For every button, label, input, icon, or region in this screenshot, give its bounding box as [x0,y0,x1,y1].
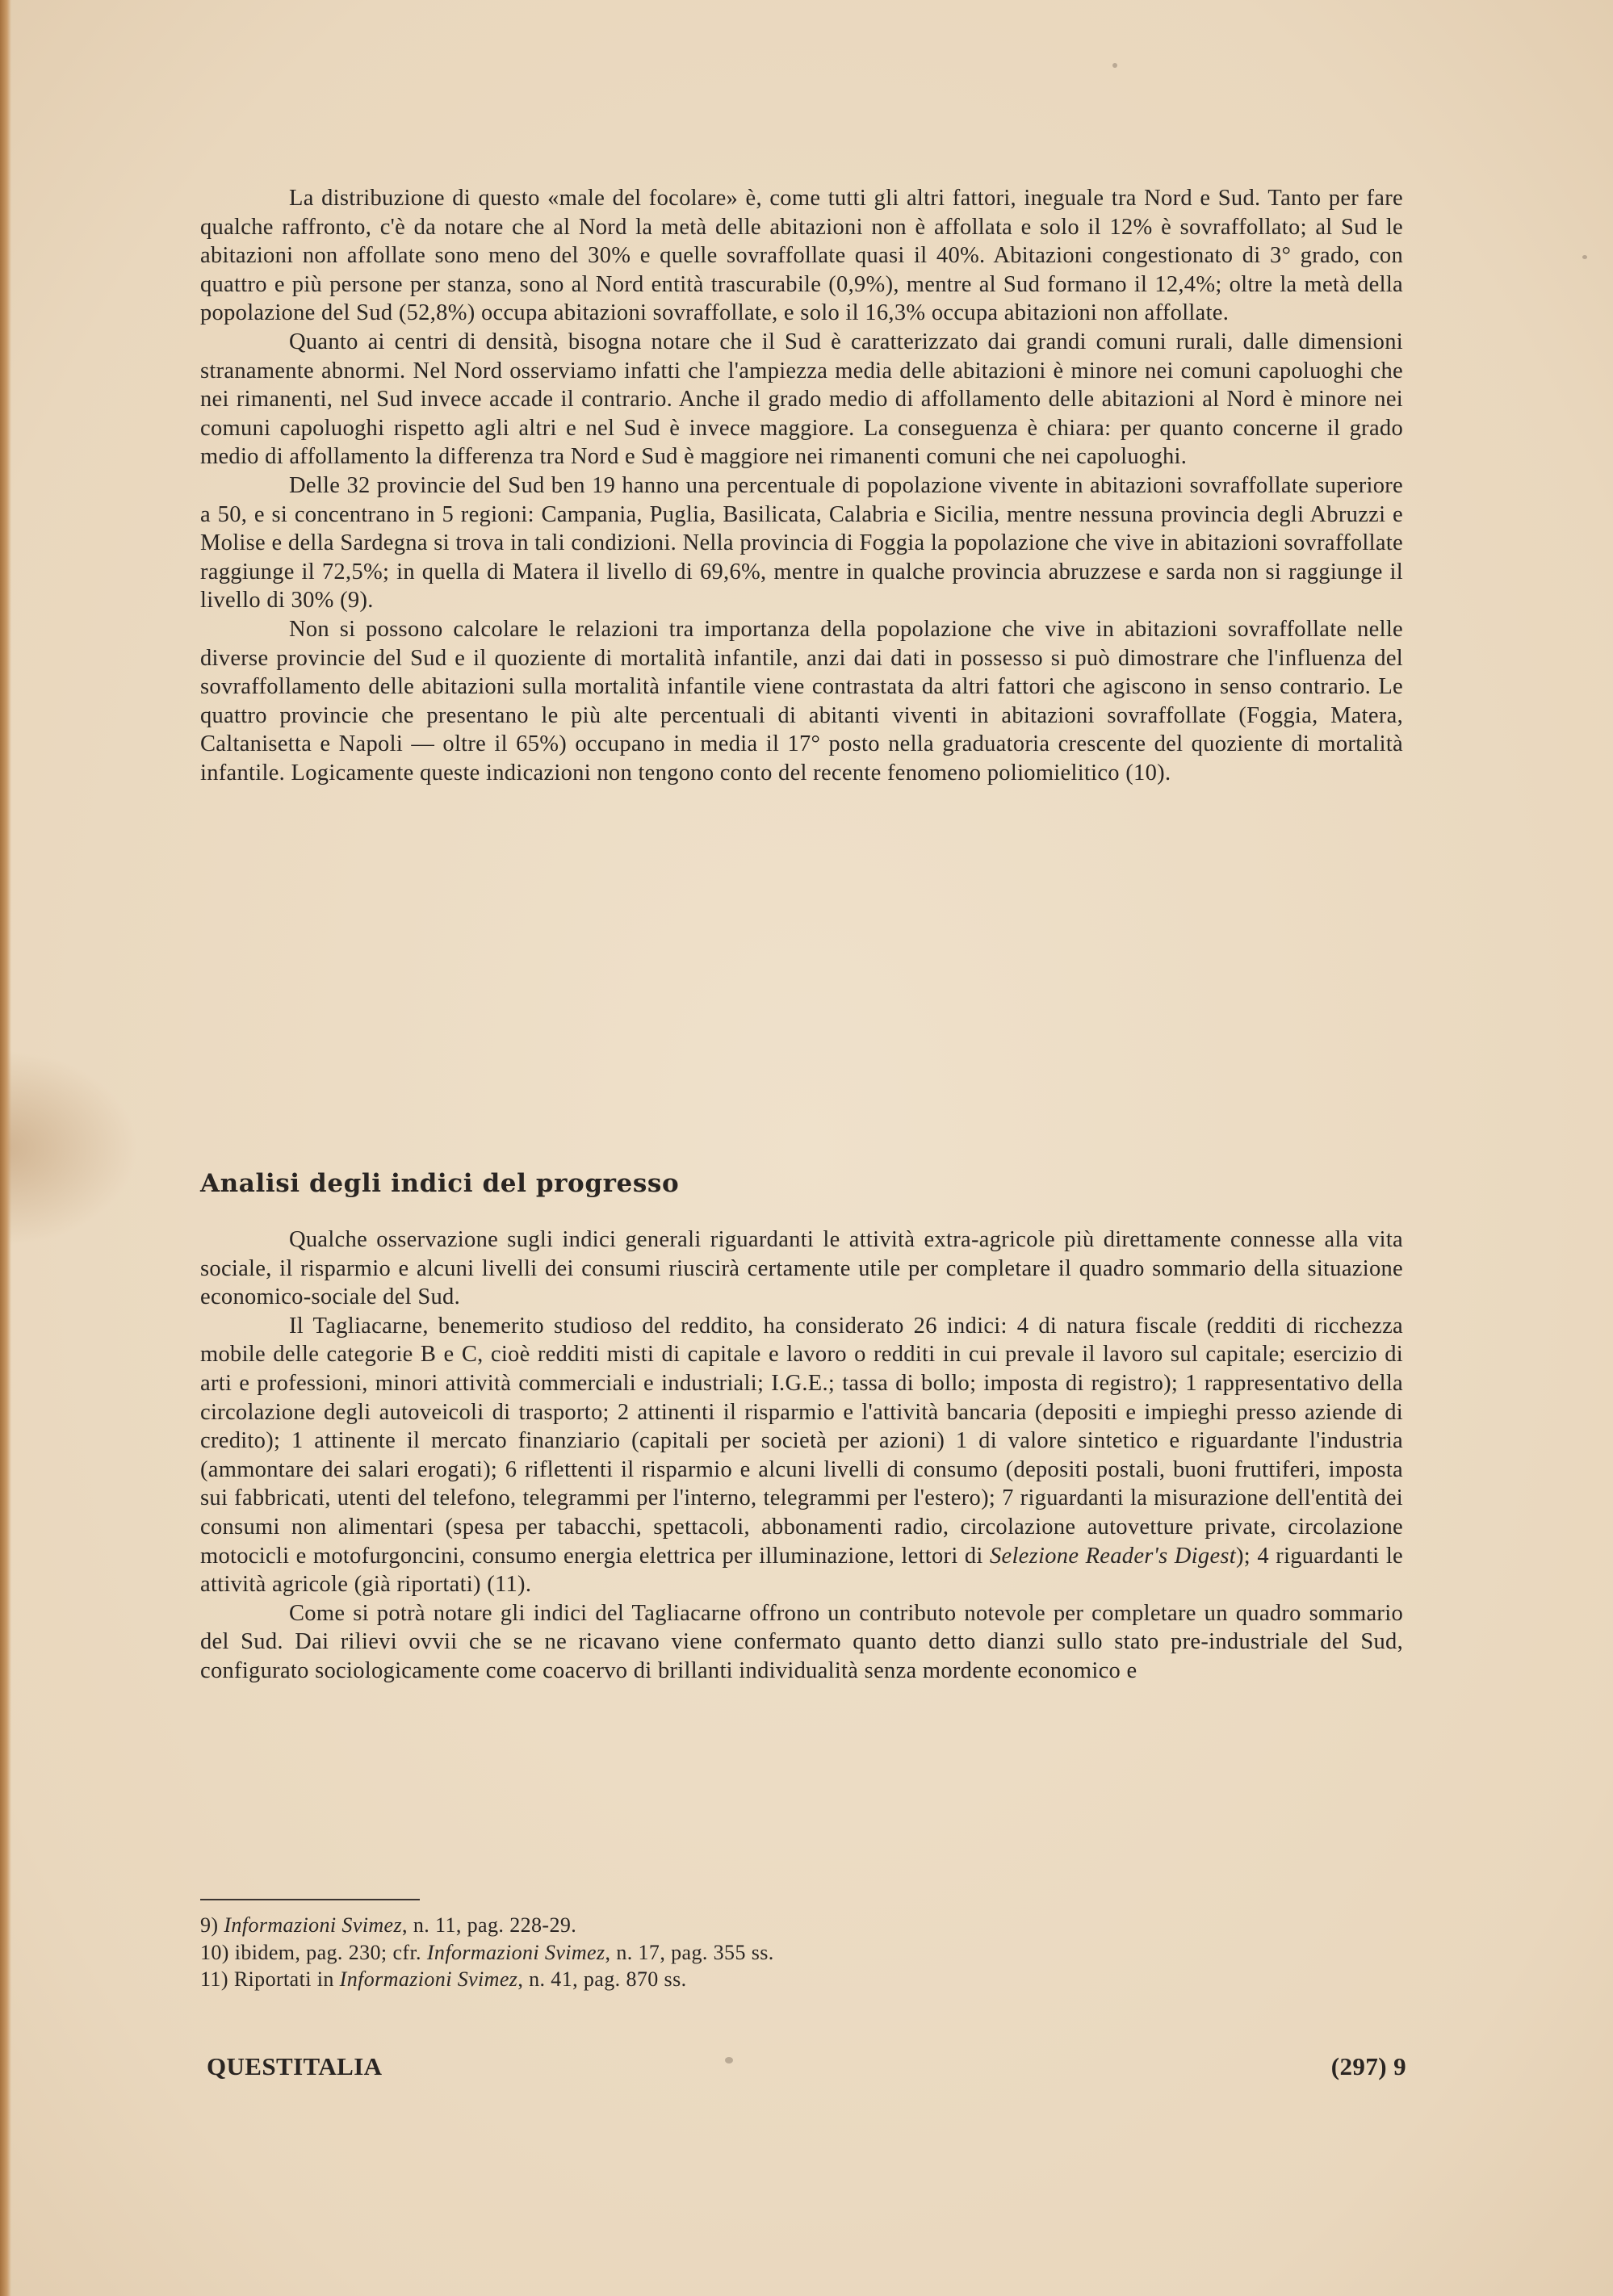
paragraph [200,1312,1403,1599]
paragraph: Non si possono calcolare le relazioni tra importanza della popolazione che vive in abitazioni sovraffollate nelle diverse provincie del Sud e il quoziente di mortalità infantile, anzi dai dati in possesso si può dimostrare che l'influenza del sovraffollamento delle abitazioni sulla mortalità infantile viene contrastata da altri fattori che agiscono in senso contrario. Le quattro provincie che presentano le più alte percentuali di abitanti viventi in abitazioni sovraffollate (Foggia, Matera, Caltanisetta e Napoli — oltre il 65%) occupano in media il 17° posto nella graduatoria crescente del quoziente di mortalità infantile. Logicamente queste indicazioni non tengono conto del recente fenomeno poliomielitico (10). [200,616,1403,786]
paper-speck [725,2057,733,2063]
paragraph: Come si potrà notare gli indici del Tagliacarne offrono un contributo notevole per completare un quadro sommario del Sud. Dai rilievi ovvii che se ne ricavano viene confermato quanto detto dianzi sullo stato pre-industriale del Sud, configurato sociologicamente come coacervo di brillanti individualità senza mordente economico e [200,1600,1403,1683]
footnotes [200,1912,1008,1993]
footnote [200,1966,1008,1993]
footnote-text: , n. 17, pag. 355 ss. [605,1940,774,1964]
footnote-source: Informazioni Svimez [426,1940,605,1964]
section-heading: Analisi degli indici del progresso [200,1169,680,1198]
footnote [200,1939,1008,1967]
paragraph-text: ); 4 riguardanti le attività agricole (già riportati) (11). [200,1543,1404,1598]
footnote-number: 9) [200,1913,219,1937]
footnote-text: , n. 41, pag. 870 ss. [517,1967,687,1991]
page-number: (297) 9 [1330,2052,1406,2080]
footnote [200,1912,1008,1939]
journal-name: QUESTITALIA [207,2052,383,2080]
footnote-text: , n. 11, pag. 228-29. [402,1913,577,1937]
footnote-number: 11) [200,1967,228,1991]
footnote-rule [200,1899,420,1900]
footnote-number: 10) [200,1940,229,1964]
body-section-2 [200,1226,1403,1686]
page-footer [207,2052,1406,2081]
paper-speck [1582,255,1587,259]
paragraph: Delle 32 provincie del Sud ben 19 hanno una percentuale di popolazione vivente in abitazioni sovraffollate superiore a 50, e si concentrano in 5 regioni: Campania, Puglia, Basilicata, Calabria e Sicilia, mentre nessuna provincia degli Abruzzi e Molise e della Sardegna si trova in tali condizioni. Nella provincia di Foggia la popolazione che vive in abitazioni sovraffollate raggiunge il 72,5%; in quella di Matera il livello di 69,6%, mentre in qualche provincia abruzzese e sarda non si raggiunge il livello di 30% (9). [200,472,1403,614]
italic-title: Selezione Reader's Digest [989,1543,1237,1569]
footnote-text: ibidem, pag. 230; cfr. [234,1940,427,1964]
paragraph: Qualche osservazione sugli indici generali riguardanti le attività extra-agricole più direttamente connesse alla vita sociale, il risparmio e alcuni livelli dei consumi riuscirà certamente utile per completare il quadro sommario della situazione economico-sociale del Sud. [200,1227,1403,1310]
body-section-1 [200,184,1403,787]
paper-speck [1112,63,1117,68]
paragraph: Quanto ai centri di densità, bisogna notare che il Sud è caratterizzato dai grandi comuni rurali, dalle dimensioni stranamente abnormi. Nel Nord osserviamo infatti che l'ampiezza media delle abitazioni è minore nei comuni capoluoghi che nei rimanenti, nel Sud invece accade il contrario. Anche il grado medio di affollamento delle abitazioni al Nord è minore nei comuni capoluoghi rispetto agli altri e nel Sud è invece maggiore. La conseguenza è chiara: per quanto concerne il grado medio di affollamento la differenza tra Nord e Sud è maggiore nei rimanenti comuni che nei capoluoghi. [200,329,1403,470]
paragraph-text: Il Tagliacarne, benemerito studioso del reddito, ha considerato 26 indici: 4 di natura fiscale (redditi di ricchezza mobile delle categorie B e C, cioè redditi misti di capitale e lavoro o redditi in cui prevale il lavoro sul capitale; esercizio di arti e professioni, minori attività commerciali e industriali; I.G.E.; tassa di bollo; imposta di registro); 1 rappresentativo della circolazione degli autoveicoli di trasporto; 2 attinenti il risparmio e l'attività bancaria (depositi e impieghi presso aziende di credito); 1 attinente il mercato finanziario (capitali per società per azioni) 1 di valore sintetico e riguardante l'industria (ammontare dei salari erogati); 6 riflettenti il risparmio e alcuni livelli di consumo (depositi postali, buoni fruttiferi, imposta sui fabbricati, utenti del telefono, telegrammi per l'interno, telegrammi per l'estero); 7 riguardanti la misurazione dell'entità dei consumi non alimentari (spesa per tabacchi, spettacoli, abbonamenti radio, circolazione autovetture private, circolazione motocicli e motofurgoncini, consumo energia elettrica per illuminazione, lettori di [200,1313,1403,1569]
footnote-source: Informazioni Svimez [224,1913,403,1937]
footnote-source: Informazioni Svimez [339,1967,518,1991]
paragraph: La distribuzione di questo «male del focolare» è, come tutti gli altri fattori, ineguale tra Nord e Sud. Tanto per fare qualche raffronto, c'è da notare che al Nord la metà delle abitazioni non è affollata e solo il 12% è sovraffollato; al Sud le abitazioni non affollate sono meno del 30% e quelle sovraffollate quasi il 40%. Abitazioni congestionato di 3° grado, con quattro e più persone per stanza, sono al Nord entità trascurabile (0,9%), mentre al Sud formano il 12,4%; oltre la metà della popolazione del Sud (52,8%) occupa abitazioni sovraffollate, e solo il 16,3% occupa abitazioni non affollate. [200,186,1403,326]
footnote-text: Riportati in [233,1967,340,1991]
